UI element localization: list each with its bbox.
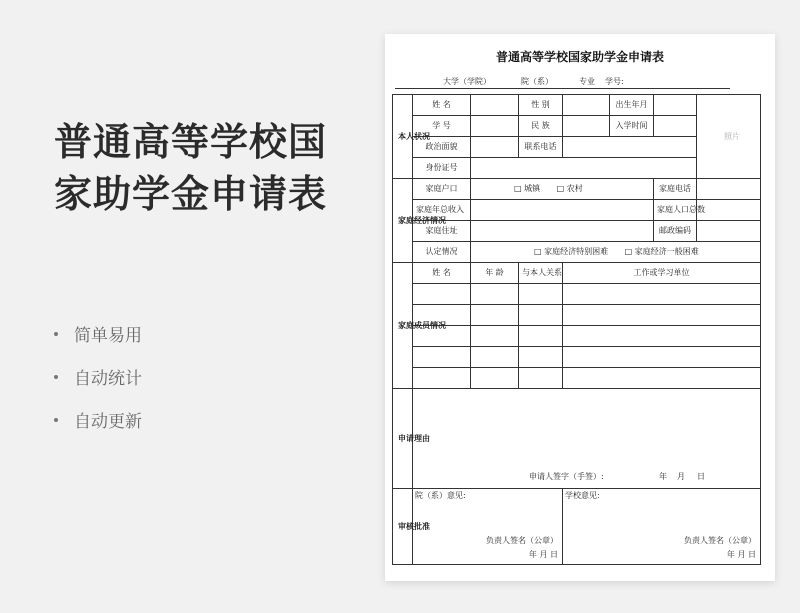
political-label: 政治面貌: [413, 137, 471, 158]
reason-day: 日: [697, 472, 705, 481]
school-opinion-label: 学校意见:: [565, 491, 600, 500]
household-size-label: 家庭人口总数: [654, 200, 697, 221]
member-name-cell[interactable]: [413, 347, 471, 368]
form-subheader: [395, 76, 730, 89]
table-row: [393, 242, 761, 263]
table-row: [393, 489, 761, 565]
hukou-label: 家庭户口: [413, 179, 471, 200]
member-relation-header: 与本人关系: [519, 263, 563, 284]
ethnicity-field[interactable]: [563, 116, 610, 137]
income-field[interactable]: [471, 200, 654, 221]
table-row: [393, 284, 761, 305]
table-row: [393, 368, 761, 389]
member-work-cell[interactable]: [563, 284, 761, 305]
income-label: 家庭年总收入: [413, 200, 471, 221]
id-no-label: 身份证号: [413, 158, 471, 179]
member-work-cell[interactable]: [563, 368, 761, 389]
bullet-icon: [54, 418, 58, 422]
feature-item: 简单易用: [54, 312, 142, 355]
hukou-options: [471, 179, 654, 200]
member-name-header: 姓 名: [413, 263, 471, 284]
political-field[interactable]: [471, 137, 519, 158]
general-hardship-checkbox[interactable]: □ 家庭经济一般困难: [624, 247, 699, 256]
name-field[interactable]: [471, 95, 519, 116]
promo-title-line2: 家助学金申请表: [54, 172, 328, 216]
home-phone-field[interactable]: [697, 179, 761, 200]
form-title: 普通高等学校国家助学金申请表: [495, 50, 664, 64]
feature-item: 自动更新: [54, 398, 142, 441]
member-relation-cell[interactable]: [519, 305, 563, 326]
table-row: [393, 179, 761, 200]
id-no-field[interactable]: [471, 158, 697, 179]
member-age-cell[interactable]: [471, 326, 519, 347]
student-no-label: 学 号: [413, 116, 471, 137]
feature-item: 自动统计: [54, 355, 142, 398]
application-table: [392, 94, 761, 565]
table-row: [393, 305, 761, 326]
reason-month: 月: [677, 472, 685, 481]
phone-field[interactable]: [563, 137, 697, 158]
bullet-icon: [54, 375, 58, 379]
member-relation-cell[interactable]: [519, 368, 563, 389]
member-relation-cell[interactable]: [519, 347, 563, 368]
member-age-cell[interactable]: [471, 368, 519, 389]
school-seal-sign: 负责人签名（公章）: [684, 536, 756, 545]
bullet-icon: [54, 332, 58, 336]
birth-label: 出生年月: [610, 95, 654, 116]
table-row: [393, 95, 761, 116]
section-reason: 申请理由: [393, 389, 413, 489]
reason-field[interactable]: [413, 389, 761, 489]
certification-options: [471, 242, 761, 263]
department-label: 院（系）: [521, 77, 553, 86]
dept-date: 年 月 日: [528, 550, 558, 559]
student-id-label: 学号:: [605, 77, 624, 86]
special-hardship-checkbox[interactable]: □ 家庭经济特别困难: [534, 247, 609, 256]
rural-checkbox[interactable]: □ 农村: [556, 184, 583, 193]
member-work-header: 工作或学习单位: [563, 263, 761, 284]
member-work-cell[interactable]: [563, 347, 761, 368]
applicant-signature-label: 申请人签字（手签）:: [529, 472, 604, 481]
dept-seal-sign: 负责人签名（公章）: [486, 536, 558, 545]
table-row: [393, 347, 761, 368]
household-size-field[interactable]: [697, 200, 761, 221]
reason-year: 年: [659, 472, 667, 481]
table-row: [393, 200, 761, 221]
ethnicity-label: 民 族: [519, 116, 563, 137]
table-row: [393, 263, 761, 284]
form-document: [385, 34, 775, 581]
member-name-cell[interactable]: [413, 368, 471, 389]
certification-label: 认定情况: [413, 242, 471, 263]
promo-title: [54, 116, 327, 220]
section-review: 审核批准: [393, 489, 413, 565]
feature-list: [54, 312, 142, 441]
member-work-cell[interactable]: [563, 326, 761, 347]
member-age-cell[interactable]: [471, 305, 519, 326]
dept-opinion-label: 院（系）意见:: [415, 491, 466, 500]
student-no-field[interactable]: [471, 116, 519, 137]
university-label: 大学（学院）: [443, 77, 491, 86]
school-date: 年 月 日: [726, 550, 756, 559]
home-phone-label: 家庭电话: [654, 179, 697, 200]
enroll-field[interactable]: [654, 116, 697, 137]
member-age-header: 年 龄: [471, 263, 519, 284]
member-age-cell[interactable]: [471, 347, 519, 368]
member-relation-cell[interactable]: [519, 284, 563, 305]
gender-label: 性 别: [519, 95, 563, 116]
member-relation-cell[interactable]: [519, 326, 563, 347]
birth-field[interactable]: [654, 95, 697, 116]
address-label: 家庭住址: [413, 221, 471, 242]
dept-opinion-field[interactable]: [413, 489, 563, 565]
gender-field[interactable]: [563, 95, 610, 116]
table-row: [393, 221, 761, 242]
address-field[interactable]: [471, 221, 654, 242]
section-family-econ: 家庭经济情况: [393, 179, 413, 263]
major-label: 专业: [579, 77, 595, 86]
section-personal: 本人状况: [393, 95, 413, 179]
name-label: 姓 名: [413, 95, 471, 116]
postcode-label: 邮政编码: [654, 221, 697, 242]
photo-box[interactable]: 照片: [697, 95, 761, 179]
phone-label: 联系电话: [519, 137, 563, 158]
promo-title-line1: 普通高等学校国: [54, 120, 328, 164]
urban-checkbox[interactable]: □ 城镇: [514, 184, 541, 193]
table-row: [393, 326, 761, 347]
member-age-cell[interactable]: [471, 284, 519, 305]
table-row: [393, 389, 761, 489]
section-family-members: 家庭成员情况: [393, 263, 413, 389]
enroll-label: 入学时间: [610, 116, 654, 137]
member-name-cell[interactable]: [413, 284, 471, 305]
member-work-cell[interactable]: [563, 305, 761, 326]
school-opinion-field[interactable]: [563, 489, 761, 565]
postcode-field[interactable]: [697, 221, 761, 242]
